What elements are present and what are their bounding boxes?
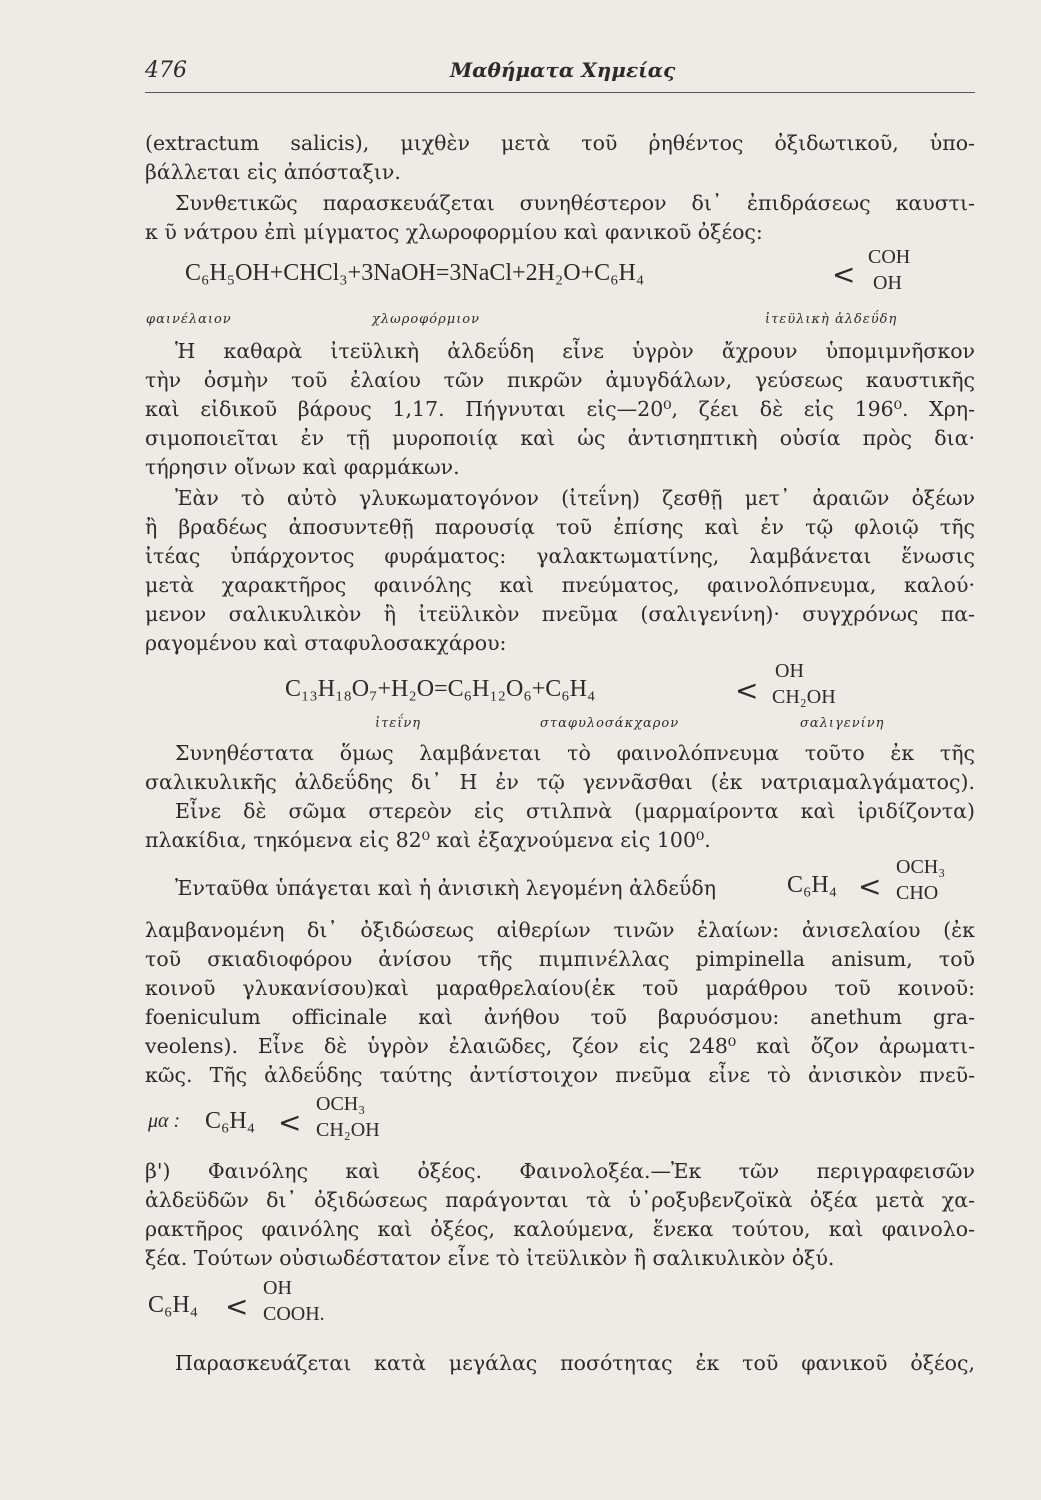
text-line: σαλικυλικῆς ἀλδεΰδης δι᾽ Η ἐν τῷ γεννᾶσθαι (ἐκ νατριαμαλγάματος). xyxy=(145,770,975,794)
text-line: καὶ εἰδικοῦ βάρους 1,17. Πήγνυται εἰς—20⁰, ζέει δὲ εἰς 196⁰. Χρη- xyxy=(145,397,975,421)
text-line: τοῦ σκιαδιοφόρου ἀνίσου τῆς πιμπινέλλας pimpinella anisum, τοῦ xyxy=(145,947,975,971)
equation-2-label: ἰτεΐνη xyxy=(375,716,422,731)
equation-1 xyxy=(185,260,644,287)
equation-1-bottom: OH xyxy=(873,272,902,294)
text-line: κῶς. Τῆς ἀλδεΰδης ταύτης ἀντίστοιχον πνεῦμα εἶνε τὸ ἀνισικὸν πνεῦ- xyxy=(145,1063,975,1087)
text-line: τήρησιν οἴνων καὶ φαρμάκων. xyxy=(145,455,460,479)
equation-2-label: σταφυλοσάκχαρον xyxy=(540,716,680,731)
branch-bracket: < xyxy=(832,258,856,291)
page-number: 476 xyxy=(145,58,187,83)
equation-4-top: OCH₃ xyxy=(316,1093,366,1115)
equation-1-label: χλωροφόρμιον xyxy=(372,312,481,327)
text-line: ραγομένου καὶ σταφυλοσακχάρου: xyxy=(145,631,507,655)
equation-5-top: OH xyxy=(263,1277,292,1299)
branch-bracket: < xyxy=(735,674,759,707)
text-line: Συνηθέστατα ὅμως λαμβάνεται τὸ φαινολόπνευμα τοῦτο ἐκ τῆς xyxy=(175,741,975,765)
equation-2-label: σαλιγενίνη xyxy=(800,716,885,731)
text-line: βάλλεται εἰς ἀπόσταξιν. xyxy=(145,160,401,184)
text-line: Ἡ καθαρὰ ἰτεϋλικὴ ἀλδεΰδη εἶνε ὑγρὸν ἄχρουν ὑπομιμνῆσκον xyxy=(175,339,975,363)
text-line: κοινοῦ γλυκανίσου)καὶ μαραθρελαίου(ἐκ τοῦ μαράθρου τοῦ κοινοῦ: xyxy=(145,976,975,1000)
page-header xyxy=(145,58,975,93)
text-line: Ἐὰν τὸ αὐτὸ γλυκωματογόνον (ἰτεΐνη) ζεσθῇ μετ᾽ ἀραιῶν ὀξέων xyxy=(175,486,975,510)
branch-bracket: < xyxy=(225,1290,249,1323)
text-line: ἀλδεϋδῶν δι᾽ ὀξιδώσεως παράγονται τὰ ὑ᾽ροξυβενζοϊκὰ ὀξέα μετὰ χα- xyxy=(145,1188,975,1212)
text-line: μενον σαλικυλικὸν ἢ ἰτεϋλικὸν πνεῦμα (σαλιγενίνη)· συγχρόνως πα- xyxy=(145,602,975,626)
text-line: Συνθετικῶς παρασκευάζεται συνηθέστερον δι᾽ ἐπιδράσεως καυστι- xyxy=(175,191,975,215)
branch-bracket: < xyxy=(858,870,882,903)
equation-3-top: OCH₃ xyxy=(896,856,946,878)
equation-3-left: C₆H₄ xyxy=(787,872,838,898)
equation-4-prefix: μα : xyxy=(148,1110,181,1132)
text-line: σιμοποιεῖται ἐν τῇ μυροποιίᾳ καὶ ὡς ἀντισηπτικὴ οὐσία πρὸς δια· xyxy=(145,426,975,450)
equation-5-bottom: COOH. xyxy=(263,1303,325,1325)
equation-2-bottom: CH₂OH xyxy=(772,686,836,708)
equation-1-label: ἰτεϋλικὴ ἀλδεΰδη xyxy=(765,312,898,327)
text-line: ρακτῆρος φαινόλης καὶ ὀξέος, καλούμενα, ἕνεκα τούτου, καὶ φαινολο- xyxy=(145,1217,975,1241)
text-line: τὴν ὀσμὴν τοῦ ἐλαίου τῶν πικρῶν ἀμυγδάλων, γεύσεως καυστικῆς xyxy=(145,368,975,392)
branch-bracket: < xyxy=(278,1106,302,1139)
running-title: Μαθήματα Χημείας xyxy=(450,58,676,82)
equation-5-left: C₆H₄ xyxy=(148,1292,199,1318)
text-line: (extractum salicis), μιχθὲν μετὰ τοῦ ῥηθέντος ὀξιδωτικοῦ, ὑπο- xyxy=(145,131,975,155)
equation-2-left: C₁₃H₁₈O₇+H₂O=C₆H₁₂O₆+C₆H₄ xyxy=(285,676,596,702)
text-line: ξέα. Τούτων οὐσιωδέστατον εἶνε τὸ ἰτεϋλικὸν ἢ σαλικυλικὸν ὀξύ. xyxy=(145,1246,835,1270)
equation-1-top: COH xyxy=(868,246,911,268)
text-line: foeniculum officinale καὶ ἀνήθου τοῦ βαρυόσμου: anethum gra- xyxy=(145,1005,975,1029)
equation-4-left: C₆H₄ xyxy=(205,1108,256,1134)
equation-2-top: OH xyxy=(775,660,804,682)
text-line: Παρασκευάζεται κατὰ μεγάλας ποσότητας ἐκ τοῦ φανικοῦ ὀξέος, xyxy=(175,1351,975,1375)
text-line: ἰτέας ὑπάρχοντος φυράματος: γαλακτωματίνης, λαμβάνεται ἕνωσις xyxy=(145,544,975,568)
text-line: πλακίδια, τηκόμενα εἰς 82⁰ καὶ ἐξαχνούμενα εἰς 100⁰. xyxy=(145,828,711,852)
text-line: κ ῦ νάτρου ἐπὶ μίγματος χλωροφορμίου καὶ φανικοῦ ὀξέος: xyxy=(145,220,763,244)
text-line: ἢ βραδέως ἀποσυντεθῇ παρουσίᾳ τοῦ ἐπίσης καὶ ἐν τῷ φλοιῷ τῆς xyxy=(145,515,975,539)
text-line: β') Φαινόλης καὶ ὀξέος. Φαινολοξέα.—Ἐκ τῶν περιγραφεισῶν xyxy=(145,1159,975,1183)
equation-2 xyxy=(285,676,595,703)
text-line: veolens). Εἶνε δὲ ὑγρὸν ἐλαιῶδες, ζέον εἰς 248⁰ καὶ ὄζον ἀρωματι- xyxy=(145,1034,975,1058)
equation-4-bottom: CH₂OH xyxy=(316,1119,380,1141)
text-line: λαμβανομένη δι᾽ ὀξιδώσεως αἰθερίων τινῶν ἐλαίων: ἀνισελαίου (ἐκ xyxy=(145,918,975,942)
equation-1-left: C₆H₅OH+CHCl₃+3NaOH=3NaCl+2H₂O+C₆H₄ xyxy=(185,260,645,286)
equation-1-label: φαινέλαιον xyxy=(146,312,232,327)
equation-3-bottom: CHO xyxy=(896,882,939,904)
text-line: Εἶνε δὲ σῶμα στερεὸν εἰς στιλπνὰ (μαρμαίροντα καὶ ἰριδίζοντα) xyxy=(175,799,975,823)
text-line: μετὰ χαρακτῆρος φαινόλης καὶ πνεύματος, φαινολόπνευμα, καλού· xyxy=(145,573,975,597)
text-line: Ἐνταῦθα ὑπάγεται καὶ ἡ ἀνισικὴ λεγομένη ἀλδεΰδη xyxy=(175,876,716,900)
